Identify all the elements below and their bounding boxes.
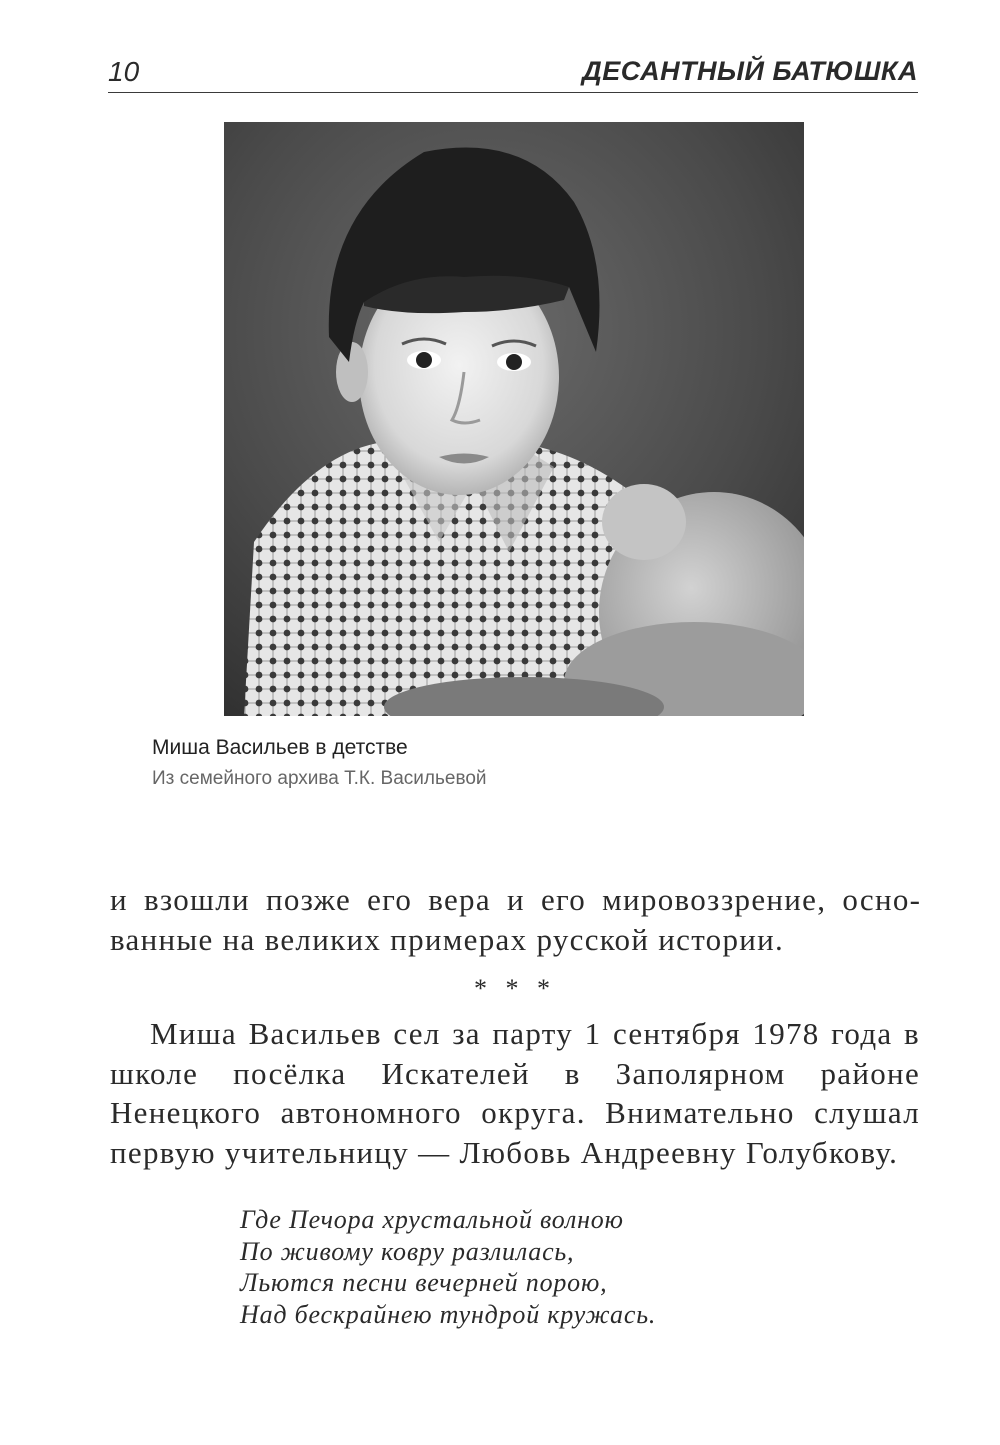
page-header <box>108 52 918 93</box>
paragraph-1: и взошли позже его вера и его мировоззрение, основанные на великих примерах русской истории. <box>110 882 920 957</box>
childhood-photo <box>224 122 804 716</box>
photo-caption-title: Миша Васильев в детстве <box>152 736 408 759</box>
poem <box>240 1204 656 1330</box>
section-separator: * * * <box>474 974 556 1003</box>
page-number: 10 <box>108 56 140 87</box>
paragraph-2: Миша Васильев сел за парту 1 сентября 1978 года в школе посёлка Искателей в Заполярном районе Ненецкого автономного округа. Внимательно слушал первую учительницу — Любовь Андреевну Голубкову. <box>110 1016 920 1170</box>
poem-line: Где Печора хрустальной волною <box>240 1205 624 1234</box>
photo-caption-credit: Из семейного архива Т.К. Васильевой <box>152 768 487 789</box>
poem-line: По живому ковру разлилась, <box>240 1236 575 1266</box>
running-title: ДЕСАНТНЫЙ БАТЮШКА <box>582 56 918 86</box>
poem-line: Над бескрайнею тундрой кружась. <box>240 1299 657 1329</box>
poem-line: Льются песни вечерней порою, <box>240 1268 608 1297</box>
